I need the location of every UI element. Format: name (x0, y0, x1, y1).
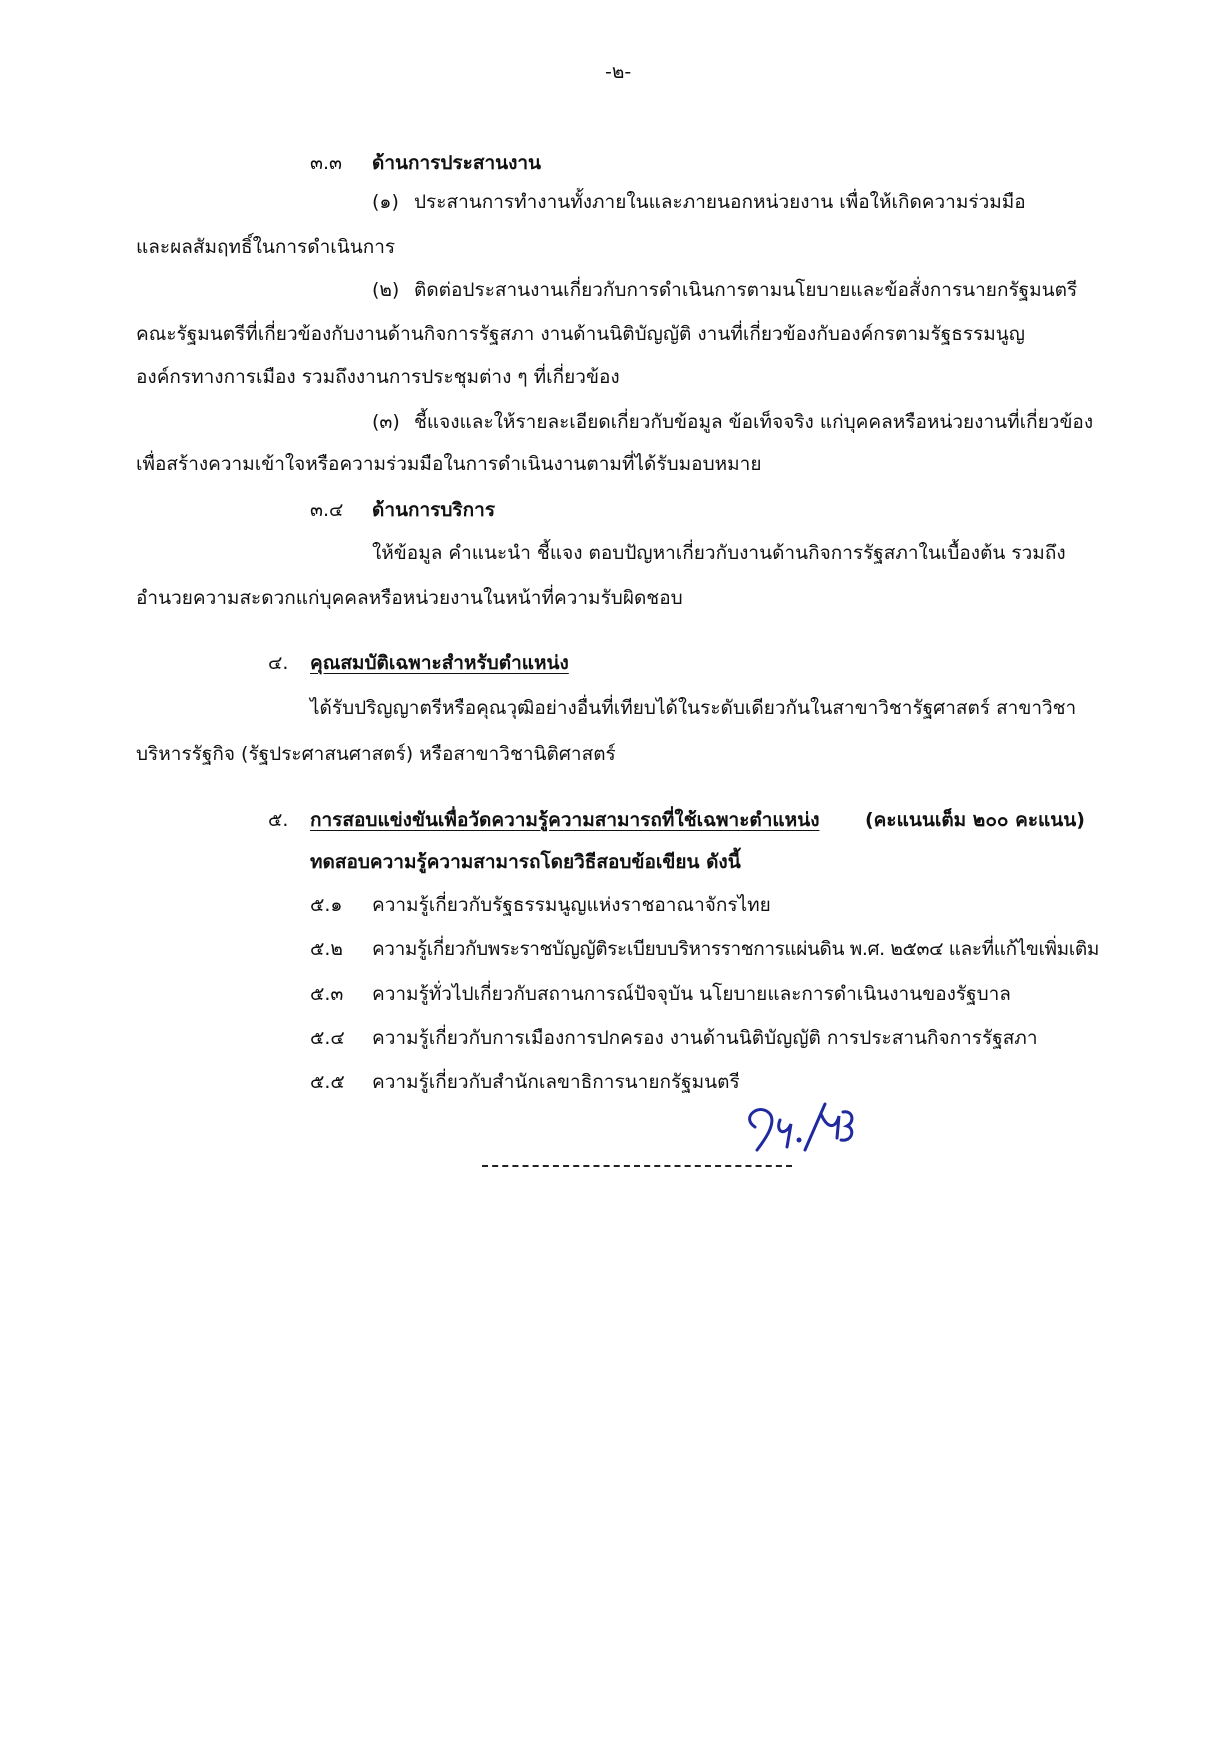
section-5-heading: การสอบแข่งขันเพื่อวัดความรู้ความสามารถที่ใช้เฉพาะตำแหน่ง (310, 809, 820, 831)
section-3-3-item-1-line-2: และผลสัมฤทธิ์ในการดำเนินการ (136, 236, 396, 258)
section-3-4-number: ๓.๔ (310, 499, 344, 521)
section-5-2-text: ความรู้เกี่ยวกับพระราชบัญญัติระเบียบบริหารราชการแผ่นดิน พ.ศ. ๒๕๓๔ และที่แก้ไขเพิ่มเติม (372, 938, 1099, 960)
signature-initials (735, 1092, 865, 1162)
section-5-3-text: ความรู้ทั่วไปเกี่ยวกับสถานการณ์ปัจจุบัน นโยบายและการดำเนินงานของรัฐบาล (372, 983, 1011, 1005)
section-5-5-number: ๕.๕ (310, 1071, 345, 1093)
section-4-line-1: ได้รับปริญญาตรีหรือคุณวุฒิอย่างอื่นที่เทียบได้ในระดับเดียวกันในสาขาวิชารัฐศาสตร์ สาขาวิชา (310, 697, 1077, 719)
section-3-3-item-2-marker: (๒) (372, 279, 400, 301)
section-5-4-number: ๕.๔ (310, 1027, 345, 1049)
section-3-3-item-2-line-1: ติดต่อประสานงานเกี่ยวกับการดำเนินการตามนโยบายและข้อสั่งการนายกรัฐมนตรี (414, 279, 1078, 301)
section-5-3-number: ๕.๓ (310, 983, 344, 1005)
closing-dashed-line (482, 1165, 792, 1167)
section-3-3-item-1-marker: (๑) (372, 191, 399, 213)
section-3-3-item-3-line-2: เพื่อสร้างความเข้าใจหรือความร่วมมือในการดำเนินงานตามที่ได้รับมอบหมาย (136, 453, 762, 475)
section-4-heading: คุณสมบัติเฉพาะสำหรับตำแหน่ง (310, 652, 569, 674)
section-3-3-item-3-line-1: ชี้แจงและให้รายละเอียดเกี่ยวกับข้อมูล ข้อเท็จจริง แก่บุคคลหรือหน่วยงานที่เกี่ยวข้อง (414, 411, 1094, 433)
section-5-2-number: ๕.๒ (310, 938, 343, 960)
section-3-3-number: ๓.๓ (310, 152, 343, 174)
section-3-3-item-2-line-3: องค์กรทางการเมือง รวมถึงงานการประชุมต่าง ๆ ที่เกี่ยวข้อง (136, 366, 620, 388)
section-5-5-text: ความรู้เกี่ยวกับสำนักเลขาธิการนายกรัฐมนตรี (372, 1071, 740, 1093)
section-4-number: ๔. (268, 652, 289, 674)
section-3-3-item-1-line-1: ประสานการทำงานทั้งภายในและภายนอกหน่วยงาน เพื่อให้เกิดความร่วมมือ (414, 191, 1026, 213)
section-5-1-number: ๕.๑ (310, 894, 343, 916)
section-4-line-2: บริหารรัฐกิจ (รัฐประศาสนศาสตร์) หรือสาขาวิชานิติศาสตร์ (136, 743, 616, 765)
section-3-4-heading: ด้านการบริการ (372, 499, 496, 521)
page-number: -๒- (605, 61, 632, 83)
section-3-4-line-1: ให้ข้อมูล คำแนะนำ ชี้แจง ตอบปัญหาเกี่ยวกับงานด้านกิจการรัฐสภาในเบื้องต้น รวมถึง (372, 542, 1066, 564)
section-3-3-item-3-marker: (๓) (372, 411, 400, 433)
section-5-subheading: ทดสอบความรู้ความสามารถโดยวิธีสอบข้อเขียน ดังนี้ (310, 851, 741, 873)
section-5-1-text: ความรู้เกี่ยวกับรัฐธรรมนูญแห่งราชอาณาจักรไทย (372, 894, 771, 916)
section-5-number: ๕. (268, 809, 289, 831)
section-3-3-heading: ด้านการประสานงาน (372, 152, 542, 174)
section-3-4-line-2: อำนวยความสะดวกแก่บุคคลหรือหน่วยงานในหน้าที่ความรับผิดชอบ (136, 587, 683, 609)
section-5-score: (คะแนนเต็ม ๒๐๐ คะแนน) (865, 809, 1085, 831)
section-5-4-text: ความรู้เกี่ยวกับการเมืองการปกครอง งานด้านนิติบัญญัติ การประสานกิจการรัฐสภา (372, 1027, 1038, 1049)
section-3-3-item-2-line-2: คณะรัฐมนตรีที่เกี่ยวข้องกับงานด้านกิจการรัฐสภา งานด้านนิติบัญญัติ งานที่เกี่ยวข้องกับองค์กรตามรัฐธรรมนูญ (136, 323, 1025, 345)
